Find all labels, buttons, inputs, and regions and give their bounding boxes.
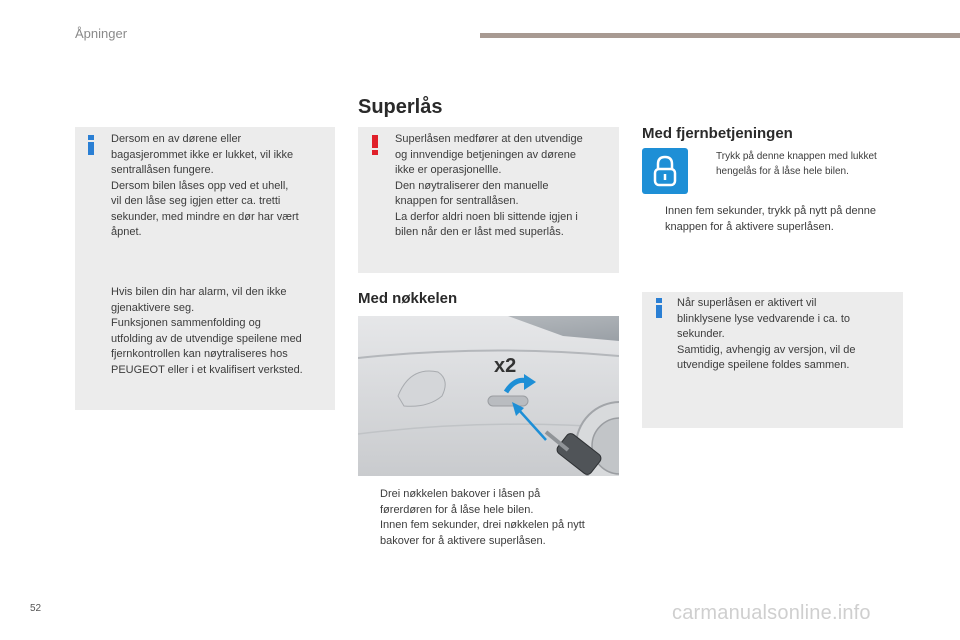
remote-section-title: Med fjernbetjeningen	[642, 125, 793, 142]
info-icon	[656, 298, 662, 318]
remote-step-1: Trykk på denne knappen med lukket hengelås for å låse hele bilen.	[716, 151, 877, 177]
remote-step-2-row	[644, 204, 904, 235]
key-step-1: Drei nøkkelen bakover i låsen på førerdøren for å låse hele bilen.	[380, 488, 541, 516]
warning-text: Superlåsen medfører at den utvendige og innvendige betjeningen av dørene ikke er operasjonellle. Den nøytraliserer den manuelle knappen for sentrallåsen. La derfor aldri noen bli sittende igjen i bilen når den er låst med superlås.	[395, 133, 583, 238]
bullet-marker	[698, 149, 716, 179]
bullet-marker	[362, 487, 380, 518]
twice-label: x2	[494, 355, 517, 377]
info-icon	[88, 135, 94, 155]
bullet-marker	[644, 204, 665, 235]
list-item	[644, 204, 904, 235]
header-bar	[480, 33, 960, 38]
car-door-key-illustration	[358, 316, 619, 476]
list-item	[362, 518, 622, 549]
page-number: 52	[30, 603, 42, 614]
list-item	[362, 487, 622, 518]
list-item	[698, 149, 904, 179]
page-title: Superlås	[358, 96, 443, 118]
warning-icon	[372, 135, 378, 155]
superlock-active-text: Når superlåsen er aktivert vil blinklysene lyse vedvarende i ca. to sekunder. Samtidig, avhengig av versjon, vil de utvendige speilene foldes sammen.	[677, 297, 856, 371]
key-steps-list	[362, 487, 622, 549]
remote-step-1-row	[698, 149, 904, 179]
info-text-1: Dersom en av dørene eller bagasjerommet ikke er lukket, vil ikke sentrallåsen fungere. Dersom bilen låses opp ved et uhell, vil den låse seg igjen etter ca. tretti sekunder, med mindre en dør har vært åpnet.	[111, 133, 299, 238]
padlock-icon	[642, 148, 688, 194]
bullet-marker	[362, 518, 380, 549]
watermark: carmanualsonline.info	[672, 602, 871, 624]
info-text-2: Hvis bilen din har alarm, vil den ikke gjenaktivere seg. Funksjonen sammenfolding og utfolding av de utvendige speilene med fjernkontrollen kan nøytraliseres hos PEUGEOT eller i et kvalifisert verksted.	[111, 286, 303, 376]
key-section-title: Med nøkkelen	[358, 290, 458, 307]
remote-step-2: Innen fem sekunder, trykk på nytt på denne knappen for å aktivere superlåsen.	[665, 205, 876, 233]
key-step-2: Innen fem sekunder, drei nøkkelen på nytt bakover for å aktivere superlåsen.	[380, 519, 585, 547]
section-title: Åpninger	[75, 26, 128, 41]
